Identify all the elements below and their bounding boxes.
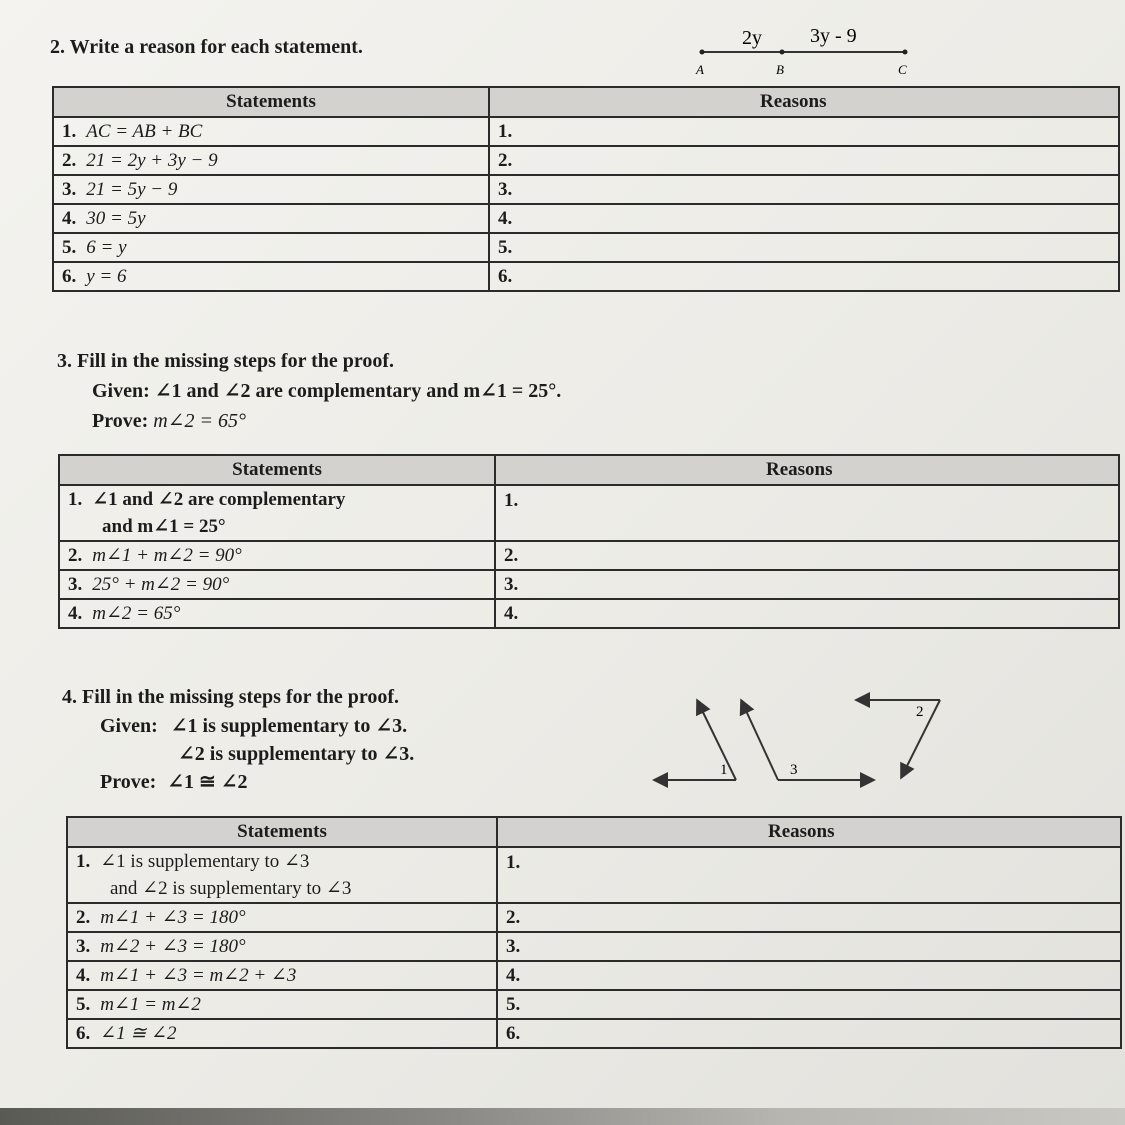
q3-prove [92,408,246,433]
statements-header: Statements [67,817,497,847]
reason-cell[interactable]: 5. [489,233,1119,262]
table-row [59,599,1119,628]
table-row [67,961,1121,990]
point-a-dot [700,50,705,55]
table-row [53,233,1119,262]
statement-cell [59,541,495,570]
q2-proof-table [52,86,1120,292]
statement-cell [67,1019,497,1048]
statement-cell [53,175,489,204]
row-number: 6. [62,265,77,287]
segment-bc-label: 3y - 9 [810,25,857,47]
statement-cell [53,262,489,291]
q4-title: 4. Fill in the missing steps for the proof. [62,686,400,708]
row-number: 4. [62,207,77,229]
statement-cell [59,570,495,599]
row-number: 3. [76,936,91,957]
row-number: 5. [62,236,77,258]
q3-given [92,378,561,403]
statement-cell [53,117,489,146]
reasons-header: Reasons [497,817,1121,847]
statement-cell [53,233,489,262]
statement-text: AC = AB + BC [86,120,203,142]
q4-given-2: ∠2 is supplementary to ∠3. [178,743,415,765]
reason-cell[interactable]: 2. [497,903,1121,932]
statement-text: 21 = 2y + 3y − 9 [86,149,218,171]
statement-text: 6 = y [86,236,127,258]
given-label: Given: [92,380,150,402]
reason-cell[interactable]: 4. [497,961,1121,990]
q3-title: 3. Fill in the missing steps for the proof. [57,350,395,372]
row-number: 4. [68,603,83,624]
table-row [67,990,1121,1019]
row-number: 1. [62,120,77,142]
table-row [59,570,1119,599]
statement-cell [67,847,497,903]
statement-cell [67,961,497,990]
reason-cell[interactable]: 5. [497,990,1121,1019]
q3-proof-table [58,454,1120,629]
statement-text: ∠1 ≅ ∠2 [100,1023,177,1044]
statement-cell [59,599,495,628]
table-row [53,262,1119,291]
table-row [53,204,1119,233]
statement-text: m∠1 + m∠2 = 90° [92,545,242,566]
statement-text: 30 = 5y [86,207,146,229]
reason-cell[interactable]: 1. [495,485,1119,541]
table-row [67,847,1121,903]
reason-cell[interactable]: 6. [489,262,1119,291]
statements-header: Statements [53,87,489,117]
row-number: 2. [68,545,83,566]
point-c-label: C [898,62,907,77]
point-c-dot [903,50,908,55]
point-b-dot [780,50,785,55]
row-number: 3. [62,178,77,200]
reason-cell[interactable]: 1. [489,117,1119,146]
reason-cell[interactable]: 3. [489,175,1119,204]
given-text: ∠1 is supplementary to ∠3. [170,715,408,737]
statement-text: m∠2 + ∠3 = 180° [100,936,246,957]
statement-text: m∠1 + ∠3 = m∠2 + ∠3 [100,965,297,986]
reason-cell[interactable]: 2. [489,146,1119,175]
angle1-ray-slanted [698,702,736,780]
prove-text: m∠2 = 65° [153,410,246,432]
row-number: 5. [76,994,91,1015]
statement-cell [67,903,497,932]
reason-cell[interactable]: 4. [495,599,1119,628]
row-number: 2. [62,149,77,171]
prove-label: Prove: [92,410,149,432]
table-row [53,117,1119,146]
table-row [67,932,1121,961]
statement-text: ∠1 and ∠2 are complementary [92,489,346,510]
angles-figure [650,690,950,790]
statement-cell [53,146,489,175]
statement-text: ∠1 is supplementary to ∠3 [100,851,310,872]
statement-cell [67,932,497,961]
statement-cell [67,990,497,1019]
row-number: 6. [76,1023,91,1044]
prove-text: ∠1 ≅ ∠2 [167,771,248,793]
angle1-label: 1 [720,762,728,778]
statement-text: 25° + m∠2 = 90° [92,574,230,595]
statement-text-continued: and ∠2 is supplementary to ∠3 [110,878,352,899]
angle2-label: 2 [916,704,924,720]
reason-cell[interactable]: 3. [497,932,1121,961]
reason-cell[interactable]: 4. [489,204,1119,233]
reasons-header: Reasons [489,87,1119,117]
q4-prove [100,769,248,794]
row-number: 2. [76,907,91,928]
segment-figure [690,22,920,82]
reason-cell[interactable]: 3. [495,570,1119,599]
reason-cell[interactable]: 1. [497,847,1121,903]
statement-text: y = 6 [86,265,127,287]
statement-text: m∠1 + ∠3 = 180° [100,907,246,928]
point-a-label: A [696,62,704,77]
statement-cell [59,485,495,541]
given-text: ∠1 and ∠2 are complementary and m∠1 = 25°. [154,380,562,402]
statements-header: Statements [59,455,495,485]
table-row [67,903,1121,932]
given-label: Given: [100,715,158,737]
table-row [59,541,1119,570]
reason-cell[interactable]: 6. [497,1019,1121,1048]
angle3-label: 3 [790,762,798,778]
table-row [67,1019,1121,1048]
statement-text: m∠1 = m∠2 [100,994,201,1015]
q4-proof-table [66,816,1122,1049]
statement-text: 21 = 5y − 9 [86,178,178,200]
statement-text-continued: and m∠1 = 25° [102,516,226,537]
table-row [53,146,1119,175]
row-number: 1. [68,489,83,510]
statement-text: m∠2 = 65° [92,603,181,624]
q4-given [100,713,407,738]
prove-label: Prove: [100,771,157,793]
q2-title: 2. Write a reason for each statement. [50,36,363,58]
point-b-label: B [776,62,784,77]
angle3-ray-slanted [742,702,778,780]
desk-edge [0,1108,1125,1125]
segment-ab-label: 2y [742,27,762,49]
row-number: 4. [76,965,91,986]
reasons-header: Reasons [495,455,1119,485]
reason-cell[interactable]: 2. [495,541,1119,570]
table-row [53,175,1119,204]
row-number: 3. [68,574,83,595]
table-row [59,485,1119,541]
statement-cell [53,204,489,233]
row-number: 1. [76,851,91,872]
